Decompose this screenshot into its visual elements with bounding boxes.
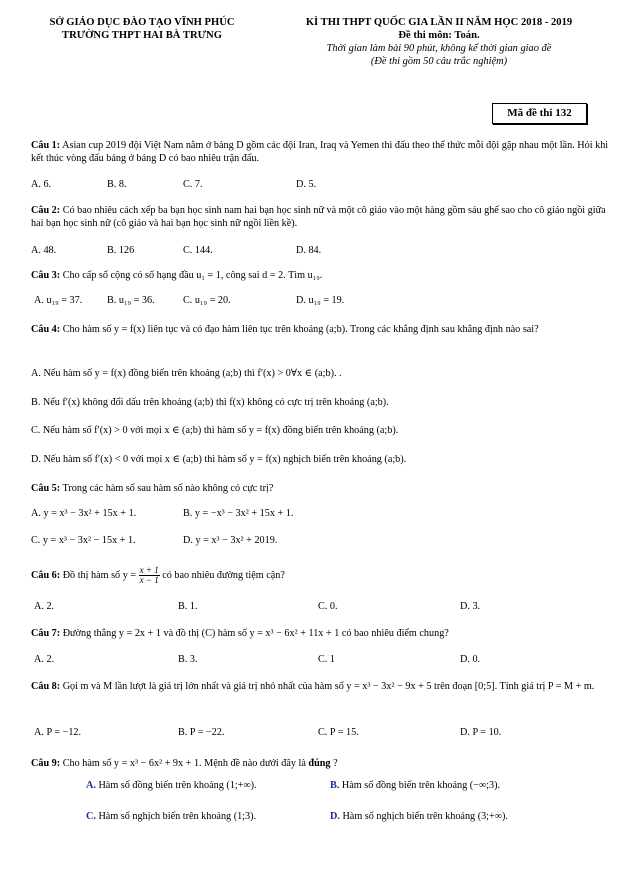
q8-option-c: C. P = 15. — [318, 727, 359, 738]
fraction-numerator: x + 1 — [139, 565, 159, 575]
option-text: Hàm số nghịch biến trên khoảng (1;3). — [98, 811, 257, 822]
question-8 — [31, 680, 613, 693]
question-text: Cho hàm số y = x³ − 6x² + 9x + 1. Mệnh đề nào dưới đây là — [62, 758, 309, 769]
option-text: Hàm số đồng biến trên khoảng (1;+∞). — [98, 780, 257, 791]
q4-option-d: D. Nếu hàm số f′(x) < 0 với mọi x ∈ (a;b) thì hàm số y = f(x) nghịch biến trên khoảng (a;b). — [31, 454, 407, 465]
fraction-denominator: x − 1 — [139, 575, 159, 585]
question-4 — [31, 323, 613, 336]
option-letter: A. — [86, 780, 96, 791]
q2-option-c: C. 144. — [183, 245, 213, 256]
q3-option-c: C. u₁₉ = 20. — [183, 295, 231, 306]
question-text: Trong các hàm số sau hàm số nào không có cực trị? — [62, 483, 274, 494]
q3-option-d: D. u₁₉ = 19. — [296, 295, 345, 306]
option-letter: D. — [330, 811, 340, 822]
question-emphasis: đúng — [308, 758, 331, 769]
question-label: Câu 7: — [31, 628, 61, 639]
q4-option-b: B. Nếu f′(x) không đổi dấu trên khoảng (a;b) thì f(x) không có cực trị trên khoảng (a;b). — [31, 397, 389, 408]
exam-time: Thời gian làm bài 90 phút, không kể thời gian giao đề — [326, 43, 552, 54]
question-6 — [31, 566, 613, 585]
q1-option-a: A. 6. — [31, 179, 52, 190]
question-7 — [31, 627, 613, 640]
question-3 — [31, 269, 613, 282]
q5-option-c: C. y = x³ − 3x² − 15x + 1. — [31, 535, 136, 546]
exam-title: KÌ THI THPT QUỐC GIA LẦN II NĂM HỌC 2018 - 2019 — [305, 17, 573, 28]
exam-code-box — [492, 103, 587, 124]
q7-option-c: C. 1 — [318, 654, 335, 665]
school-name: TRƯỜNG THPT HAI BÀ TRƯNG — [62, 30, 222, 41]
q1-option-d: D. 5. — [296, 179, 317, 190]
q3-option-b: B. u₁₉ = 36. — [107, 295, 155, 306]
fraction — [139, 566, 160, 585]
q7-option-b: B. 3. — [178, 654, 198, 665]
option-text: Hàm số nghịch biến trên khoảng (3;+∞). — [342, 811, 508, 822]
q7-option-a: A. 2. — [34, 654, 55, 665]
question-label: Câu 1: — [31, 140, 61, 151]
question-text: Cho hàm số y = f(x) liên tục và có đạo hàm liên tục trên khoảng (a;b). Trong các khẳng định sau khẳng định nào sai? — [62, 324, 539, 335]
q5-option-b: B. y = −x³ − 3x² + 15x + 1. — [183, 508, 294, 519]
question-1 — [31, 139, 613, 165]
question-5 — [31, 482, 613, 495]
q1-option-b: B. 8. — [107, 179, 127, 190]
exam-note: (Đề thi gồm 50 câu trắc nghiệm) — [370, 56, 508, 67]
q6-option-d: D. 3. — [460, 601, 481, 612]
q9-option-b — [330, 780, 500, 791]
q2-option-a: A. 48. — [31, 245, 57, 256]
question-label: Câu 2: — [31, 205, 61, 216]
question-2 — [31, 204, 613, 230]
q6-option-c: C. 0. — [318, 601, 338, 612]
question-label: Câu 5: — [31, 483, 61, 494]
question-text-tail: có bao nhiêu đường tiệm cận? — [162, 569, 285, 581]
question-label: Câu 9: — [31, 758, 61, 769]
q2-option-b: B. 126 — [107, 245, 135, 256]
q8-option-b: B. P = −22. — [178, 727, 225, 738]
q6-option-a: A. 2. — [34, 601, 55, 612]
q3-option-a: A. u₁₉ = 37. — [34, 295, 83, 306]
question-text: Có bao nhiêu cách xếp ba bạn học sinh nam hai bạn học sinh nữ và một cô giáo vào một hàng gồm sáu ghế sao cho cô giáo ngồi giữa hai bạn học sinh nữ (cô giáo và hai bạn học sinh nữ ngồi liền kề). — [31, 205, 606, 229]
q7-option-d: D. 0. — [460, 654, 481, 665]
q4-option-c: C. Nếu hàm số f′(x) > 0 với mọi x ∈ (a;b) thì hàm số y = f(x) đồng biến trên khoảng (a;b). — [31, 425, 399, 436]
exam-code: Mã đề thi 132 — [507, 107, 572, 119]
question-text: Gọi m và M lần lượt là giá trị lớn nhất và giá trị nhỏ nhất của hàm số y = x³ − 3x² − 9x + 5 trên đoạn [0;5]. Tính giá trị P = M + m. — [62, 681, 595, 692]
q4-option-a: A. Nếu hàm số y = f(x) đồng biến trên khoảng (a;b) thì f′(x) > 0∀x ∈ (a;b). . — [31, 368, 342, 379]
question-text: Đường thẳng y = 2x + 1 và đồ thị (C) hàm số y = x³ − 6x² + 11x + 1 có bao nhiêu điểm chung? — [62, 628, 449, 639]
option-letter: B. — [330, 780, 340, 791]
question-label: Câu 8: — [31, 681, 61, 692]
question-label: Câu 4: — [31, 324, 61, 335]
q8-option-d: D. P = 10. — [460, 727, 502, 738]
question-label: Câu 6: — [31, 569, 61, 581]
q9-option-d — [330, 811, 508, 822]
department-name: SỞ GIÁO DỤC ĐÀO TẠO VĨNH PHÚC — [49, 17, 235, 28]
q9-option-c — [86, 811, 256, 822]
q5-option-d: D. y = x³ − 3x² + 2019. — [183, 535, 278, 546]
q6-option-b: B. 1. — [178, 601, 198, 612]
option-letter: C. — [86, 811, 96, 822]
q5-option-a: A. y = x³ − 3x² + 15x + 1. — [31, 508, 137, 519]
question-9 — [31, 757, 613, 770]
option-text: Hàm số đồng biến trên khoảng (−∞;3). — [341, 780, 501, 791]
question-label: Câu 3: — [31, 270, 61, 281]
question-text: Cho cấp số cộng có số hạng đầu u₁ = 1, công sai d = 2. Tìm u₁₉. — [62, 270, 323, 281]
q1-option-c: C. 7. — [183, 179, 203, 190]
q2-option-d: D. 84. — [296, 245, 322, 256]
exam-subject: Đề thi môn: Toán. — [398, 30, 480, 41]
q8-option-a: A. P = −12. — [34, 727, 82, 738]
question-text: Đồ thị hàm số y = — [62, 569, 137, 581]
q9-option-a — [86, 780, 257, 791]
question-text-tail: ? — [330, 758, 338, 769]
question-text: Asian cup 2019 đội Việt Nam nằm ở bảng D gồm các đội Iran, Iraq và Yemen thi đấu theo thể thức mỗi đội gặp nhau một lần. Hỏi khi kết thúc vòng đấu bảng ở bảng D có bao nhiêu trận đấu. — [31, 140, 609, 164]
